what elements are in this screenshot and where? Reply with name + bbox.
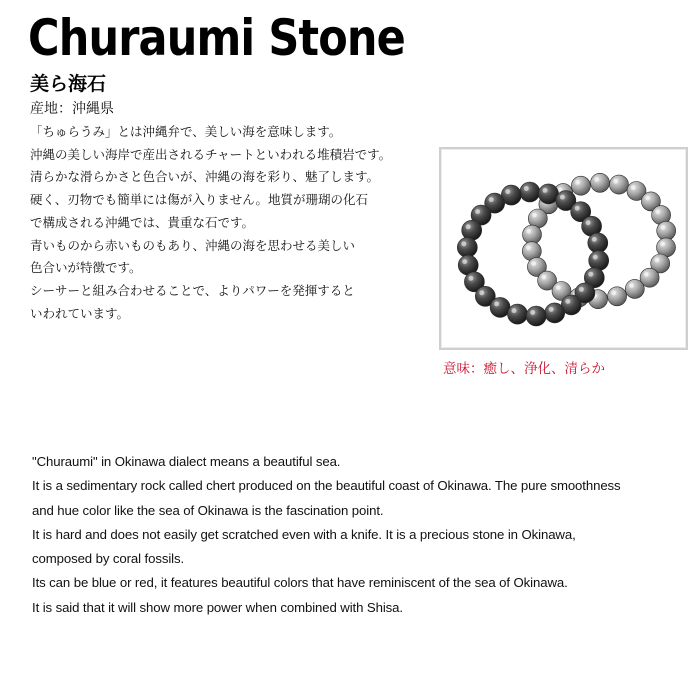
- bead: [588, 233, 608, 253]
- bead-highlight: [526, 229, 531, 234]
- bead: [462, 220, 482, 240]
- japanese-description: [30, 121, 430, 325]
- jp-line: 清らかな滑らかさと色合いが、沖縄の海を彩り、魅了します。: [30, 169, 380, 185]
- bead-highlight: [532, 213, 537, 218]
- jp-line: シーサーと組み合わせることで、よりパワーを発揮すると: [30, 282, 355, 298]
- english-description: [32, 450, 692, 620]
- bead-highlight: [579, 287, 584, 292]
- en-line: composed by coral fossils.: [32, 551, 185, 567]
- bead: [523, 225, 542, 244]
- bead-highlight: [512, 308, 517, 313]
- bracelets-illustration: [441, 149, 686, 348]
- bead-highlight: [461, 241, 466, 246]
- bead-highlight: [560, 195, 565, 200]
- bead-highlight: [575, 206, 580, 211]
- bead-highlight: [549, 307, 554, 312]
- bead: [657, 221, 676, 240]
- bead: [508, 304, 528, 324]
- bead-highlight: [594, 177, 599, 182]
- bead-highlight: [530, 310, 535, 315]
- bead-highlight: [468, 276, 473, 281]
- bead-highlight: [489, 197, 494, 202]
- jp-line: いわれています。: [30, 305, 130, 321]
- bead: [610, 175, 629, 194]
- jp-line: 「ちゅらうみ」とは沖縄弁で、美しい海を意味します。: [30, 124, 342, 139]
- bead: [457, 237, 477, 257]
- bead-highlight: [479, 290, 484, 295]
- bead-highlight: [661, 225, 666, 230]
- bead-highlight: [466, 224, 471, 229]
- bead-highlight: [505, 189, 510, 194]
- product-subtitle-japanese: 美ら海石: [30, 73, 107, 95]
- jp-line: 沖縄の美しい海岸で産出されるチャートといわれる堆積岩です。: [30, 146, 392, 162]
- bead-highlight: [631, 185, 636, 190]
- bead-highlight: [645, 196, 650, 201]
- en-line: It is hard and does not easily get scratched even with a knife. It is a precious stone in Okinawa,: [32, 526, 576, 542]
- bead: [545, 303, 565, 323]
- bead: [539, 184, 559, 204]
- product-title: Churaumi Stone: [28, 9, 405, 67]
- bead-highlight: [526, 245, 531, 250]
- bead-highlight: [611, 291, 616, 296]
- bead-highlight: [543, 188, 548, 193]
- bead-highlight: [655, 258, 660, 263]
- bead-highlight: [556, 285, 561, 290]
- bead-highlight: [494, 301, 499, 306]
- en-line: Its can be blue or red, it features beautiful colors that have reminiscent of the sea of Okinawa.: [32, 575, 568, 591]
- bead-highlight: [644, 272, 649, 277]
- meaning-caption: 意味：癒し、浄化、清らか: [443, 361, 605, 377]
- bead-highlight: [613, 179, 618, 184]
- bead: [625, 279, 644, 298]
- bead: [608, 287, 627, 306]
- bead-group: [457, 173, 675, 326]
- bead-highlight: [592, 237, 597, 242]
- bead: [526, 306, 546, 326]
- jp-line: 色合いが特徴です。: [30, 260, 142, 276]
- en-line: and hue color like the sea of Okinawa is the fascination point.: [32, 502, 384, 518]
- bead: [490, 297, 510, 317]
- bead-highlight: [660, 242, 665, 247]
- bead-highlight: [462, 259, 467, 264]
- bead-highlight: [586, 220, 591, 225]
- bead-highlight: [565, 299, 570, 304]
- product-photo: [439, 147, 688, 350]
- origin-label: 産地：沖縄県: [30, 101, 114, 117]
- bead: [571, 176, 590, 195]
- bead-highlight: [475, 209, 480, 214]
- jp-line: 青いものから赤いものもあり、沖縄の海を思わせる美しい: [30, 237, 356, 253]
- bead-highlight: [575, 180, 580, 185]
- jp-line: 硬く、刃物でも簡単には傷が入りません。地質が珊瑚の化石: [30, 192, 369, 208]
- bead-highlight: [593, 255, 598, 260]
- bead-highlight: [655, 209, 660, 214]
- bead: [589, 251, 609, 271]
- bead-highlight: [541, 275, 546, 280]
- bead: [591, 173, 610, 192]
- bead-highlight: [629, 283, 634, 288]
- bead-highlight: [531, 261, 536, 266]
- jp-line: で構成される沖縄では、貴重な石です。: [30, 214, 255, 230]
- bead-highlight: [588, 272, 593, 277]
- en-line: "Churaumi" in Okinawa dialect means a beautiful sea.: [32, 454, 341, 469]
- bead: [520, 182, 540, 202]
- en-line: It is said that it will show more power when combined with Shisa.: [32, 599, 403, 615]
- en-line: It is a sedimentary rock called chert produced on the beautiful coast of Okinawa. The pure smoothness: [32, 478, 621, 494]
- bead-highlight: [524, 186, 529, 191]
